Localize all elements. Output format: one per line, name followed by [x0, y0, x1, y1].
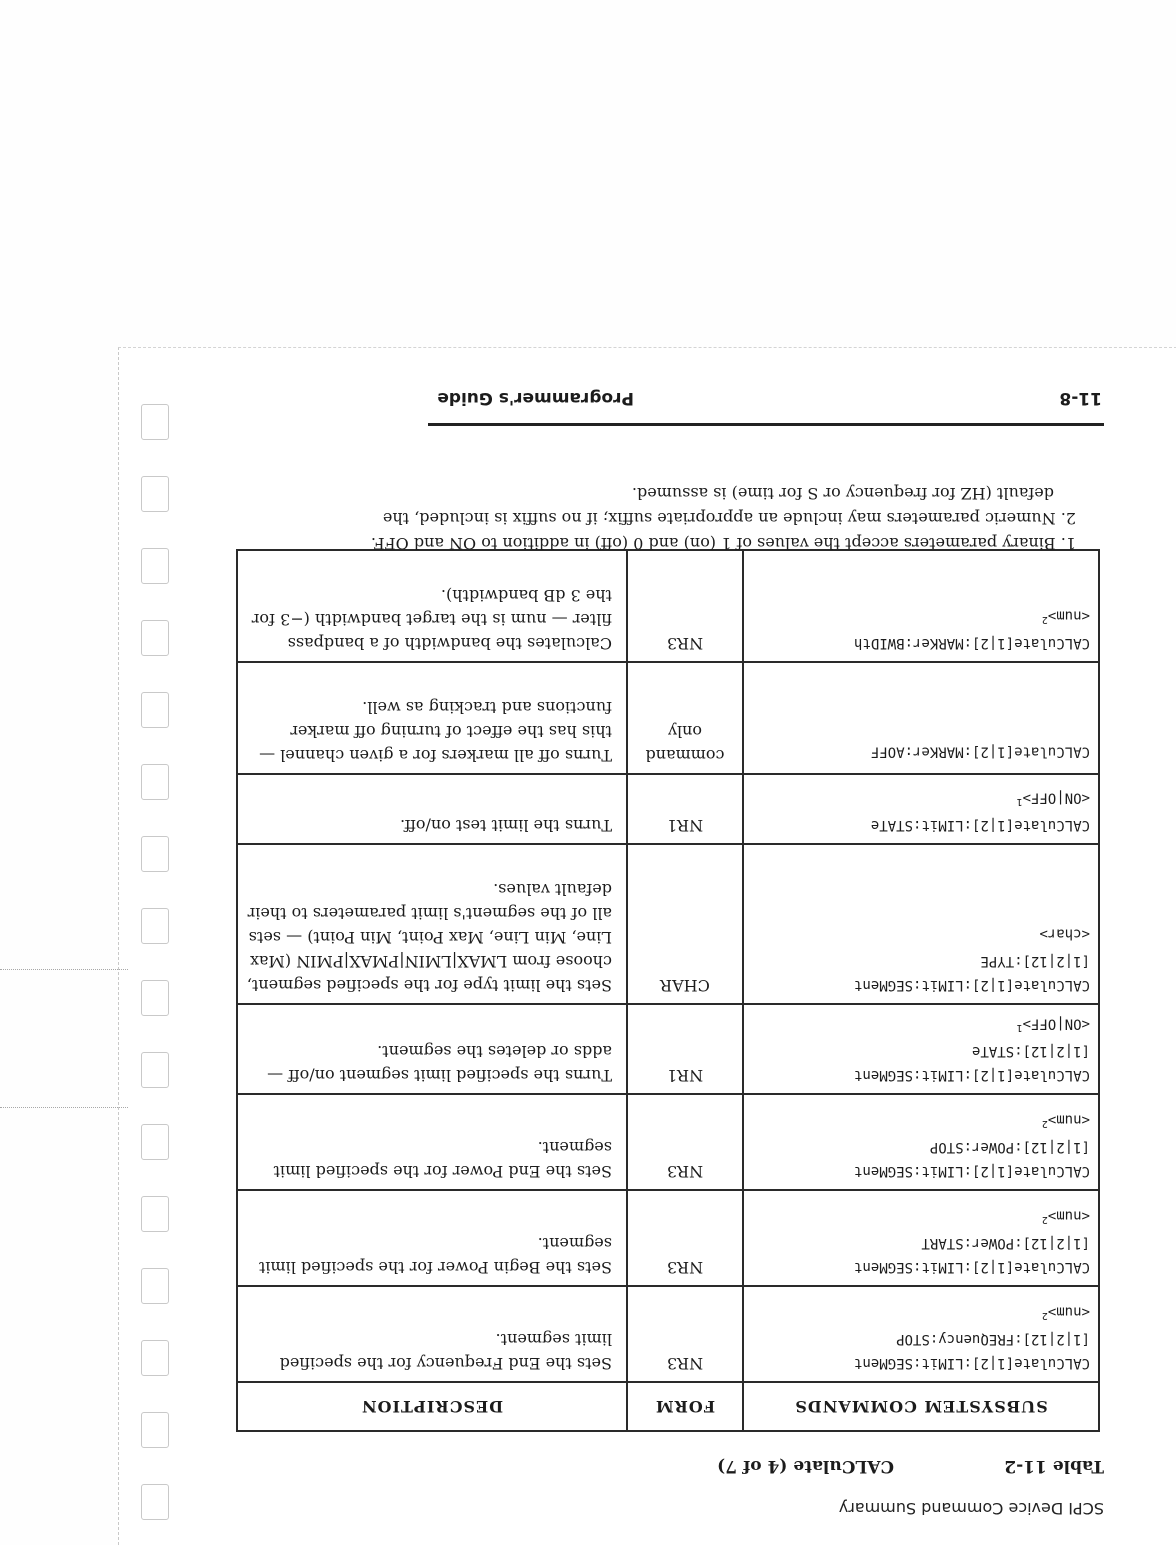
- command-text: CALCulate[1|2]:LIMit:SEGMent [1|2|12]:POWer:STOP <num>: [853, 1111, 1090, 1179]
- footer-rule: [428, 423, 1104, 426]
- footnote-ref: 2: [1041, 1118, 1048, 1129]
- command-text: CALCulate[1|2]:MARKer:AOFF: [870, 743, 1090, 760]
- command-cell: [743, 1094, 1099, 1190]
- table-header-row: [237, 1382, 1099, 1431]
- command-text: CALCulate[1|2]:LIMit:SEGMent [1|2|12]:POWer:START <num>: [853, 1207, 1090, 1275]
- footnote-ref: 2: [1041, 1310, 1048, 1321]
- description-cell: Turns off all markers for a given channel — this has the effect of turning off marker functions and tracking as well.: [237, 662, 627, 774]
- description-cell: Sets the limit type for the specified segment, choose from LMAX|LMIN|PMAX|PMIN (Max Line, Min Line, Max Point, Min Point) — sets all of the segment's limit parameters to their default values.: [237, 844, 627, 1004]
- punch-hole: [141, 908, 169, 944]
- column-header: FORM: [627, 1382, 743, 1431]
- punch-hole: [141, 548, 169, 584]
- description-cell: Sets the Begin Power for the specified limit segment.: [237, 1190, 627, 1286]
- command-cell: [743, 844, 1099, 1004]
- table-row: [237, 1190, 1099, 1286]
- command-cell: [743, 1286, 1099, 1382]
- footnote-ref: 2: [1041, 1214, 1048, 1225]
- table-row: [237, 844, 1099, 1004]
- description-cell: Turns the limit test on/off.: [237, 774, 627, 844]
- footnotes: [256, 481, 1076, 556]
- description-cell: Sets the End Frequency for the specified limit segment.: [237, 1286, 627, 1382]
- punch-hole: [141, 692, 169, 728]
- table-name: CALCulate (4 of 7): [717, 1456, 894, 1476]
- punch-hole: [141, 1484, 169, 1520]
- command-text: CALCulate[1|2]:MARKer:BWIDth <num>: [853, 607, 1090, 651]
- table-number: Table 11-2: [1004, 1456, 1104, 1476]
- punch-hole: [141, 1196, 169, 1232]
- rotated-document: [236, 378, 1104, 1518]
- punch-hole: [141, 1268, 169, 1304]
- table-row: [237, 662, 1099, 774]
- punch-hole: [141, 404, 169, 440]
- table-row: [237, 1094, 1099, 1190]
- command-text: CALCulate[1|2]:LIMit:STATe <ON|OFF>: [870, 789, 1090, 833]
- punch-hole: [141, 476, 169, 512]
- command-text: CALCulate[1|2]:LIMit:SEGMent [1|2|12]:TYPE <char>: [853, 925, 1090, 993]
- form-cell: NR1: [627, 774, 743, 844]
- table-row: [237, 550, 1099, 662]
- footnote-ref: 1: [1016, 796, 1023, 807]
- scan-line-upper: [0, 969, 128, 970]
- table-row: [237, 774, 1099, 844]
- table-row: [237, 1286, 1099, 1382]
- column-header: DESCRIPTION: [237, 1382, 627, 1431]
- table-row: [237, 1004, 1099, 1094]
- command-cell: [743, 774, 1099, 844]
- form-cell: NR1: [627, 1004, 743, 1094]
- punch-hole: [141, 764, 169, 800]
- command-cell: [743, 550, 1099, 662]
- punch-hole: [141, 836, 169, 872]
- form-cell: NR3: [627, 1094, 743, 1190]
- description-cell: Turns the specified limit segment on/off — adds or deletes the segment.: [237, 1004, 627, 1094]
- description-cell: Calculates the bandwidth of a bandpass filter — num is the target bandwidth (−3 for the 3 dB bandwidth).: [237, 550, 627, 662]
- punch-hole: [141, 1412, 169, 1448]
- command-table: [236, 549, 1100, 1432]
- punch-hole: [141, 980, 169, 1016]
- command-cell: [743, 1190, 1099, 1286]
- form-cell: NR3: [627, 1286, 743, 1382]
- punch-hole: [141, 1124, 169, 1160]
- footnote-ref: 2: [1041, 614, 1048, 625]
- column-header: SUBSYSTEM COMMANDS: [743, 1382, 1099, 1431]
- command-text: CALCulate[1|2]:LIMit:SEGMent [1|2|12]:STATe <ON|OFF>: [853, 1015, 1090, 1083]
- footnote-ref: 1: [1016, 1022, 1023, 1033]
- command-cell: [743, 662, 1099, 774]
- footnote: 2. Numeric parameters may include an appropriate suffix; if no suffix is included, the: [382, 509, 1076, 528]
- command-cell: [743, 1004, 1099, 1094]
- scan-line-lower: [0, 1107, 128, 1108]
- punch-hole: [141, 1340, 169, 1376]
- form-cell: NR3: [627, 1190, 743, 1286]
- command-text: CALCulate[1|2]:LIMit:SEGMent [1|2|12]:FREQuency:STOP <num>: [853, 1303, 1090, 1371]
- footnote: default (HZ for frequency or S for time) is assumed.: [631, 484, 1054, 503]
- punch-hole: [141, 1052, 169, 1088]
- footnote: 1. Binary parameters accept the values of 1 (on) and 0 (off) in addition to ON and OFF.: [370, 534, 1076, 553]
- form-cell: command only: [627, 662, 743, 774]
- guide-title: Programmer's Guide: [437, 388, 634, 408]
- description-cell: Sets the End Power for the specified limit segment.: [237, 1094, 627, 1190]
- doc-title: SCPI Device Command Summary: [838, 1499, 1104, 1518]
- punch-hole: [141, 620, 169, 656]
- form-cell: NR3: [627, 550, 743, 662]
- form-cell: CHAR: [627, 844, 743, 1004]
- page-number: 11-8: [1059, 388, 1102, 408]
